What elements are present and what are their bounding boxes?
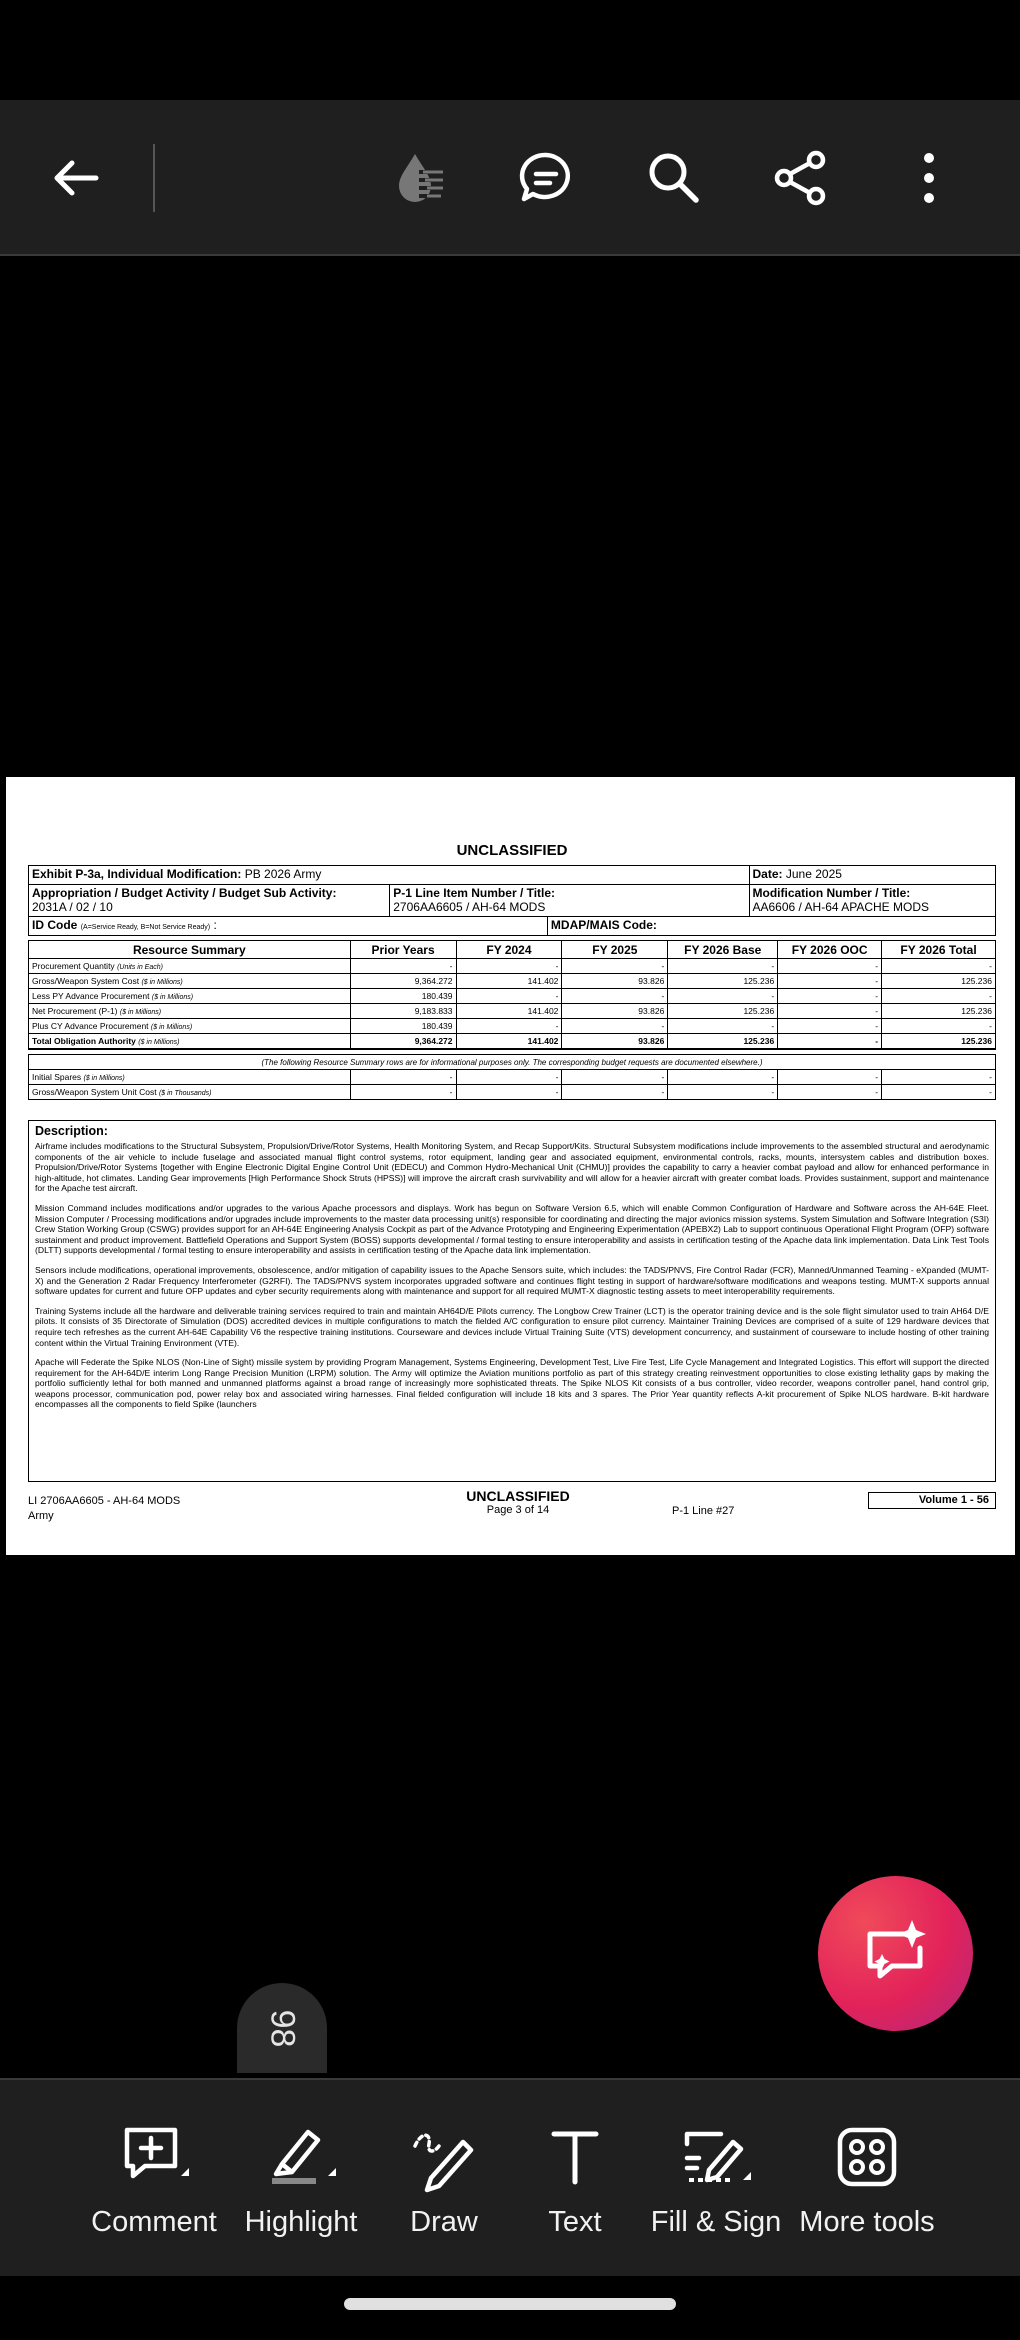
column-header: FY 2026 OOC	[778, 941, 882, 959]
comment-icon	[117, 2120, 191, 2194]
table-header-row	[29, 941, 996, 959]
exhibit-header	[28, 865, 996, 936]
cell-value: -	[350, 1085, 456, 1100]
description-paragraph: Airframe includes modifications to the Structural Subsystem, Propulsion/Drive/Rotor Systems, Health Monitoring System, and Recap Support/Kits. Structural Subsystem modifications include improvements to the assembled structural and aerodynamic components of the air vehicle to include fuselage and associated manual flight control systems, rotor equipment, landing gear and associated equipment, environmental controls, racks, mounts, intersystem cables and distribution boxes. Propulsion/Drive/Rotor Systems [together with Engine Electronic Digital Engine Control Unit (EDECU) and Common Hydro-Mechanical Unit (CHMU)] provides the capability to carry a heavier combat payload and allow for enhanced performance in high-altitude, hot climates. Landing Gear improvements [High Performance Shock Struts (HPSS)] will improve the aircraft crash survivability and will allow for a heavier aircraft with greater combat loads. Provides sustainment, support and maintenance for the Apache test aircraft.	[35, 1141, 989, 1194]
cell-value: -	[668, 1019, 778, 1034]
cell-value: 125.236	[882, 1034, 996, 1049]
column-header: Resource Summary	[29, 941, 351, 959]
comment-tool-label: Comment	[91, 2206, 217, 2238]
cell-value: -	[562, 1070, 668, 1085]
toolbar-divider	[153, 144, 155, 212]
comment-tool[interactable]	[84, 2120, 224, 2260]
text-icon	[538, 2120, 612, 2194]
page-footer	[28, 1488, 996, 1534]
description-section	[28, 1120, 996, 1482]
more-vertical-icon[interactable]	[889, 138, 969, 218]
footer-volume: Volume 1 - 56	[868, 1492, 996, 1509]
cell-value: 125.236	[668, 974, 778, 989]
cell-value: 180.439	[350, 1019, 456, 1034]
highlight-tool[interactable]	[226, 2120, 376, 2260]
row-unit: ($ in Millions)	[138, 1038, 180, 1046]
column-header: FY 2026 Total	[882, 941, 996, 959]
top-toolbar	[0, 100, 1020, 256]
row-unit: ($ in Millions)	[119, 1009, 162, 1016]
cell-value: -	[778, 1034, 882, 1049]
fill-sign-tool-label: Fill & Sign	[650, 2206, 782, 2238]
description-title: Description:	[35, 1124, 108, 1138]
resource-summary-table	[28, 940, 996, 1100]
footer-line-item: LI 2706AA6605 - AH-64 MODS	[28, 1495, 181, 1507]
row-label	[29, 959, 351, 974]
description-paragraph: Sensors include modifications, operational improvements, obsolescence, and/or mitigation of capability issues to the Apache Sensors suite, which includes: the TADS/PNVS, Fire Control Radar (FCR), Manned/Unmanned Teaming - eXpanded (MUMT-X) and the Generation 2 Radar Frequency Interferometer (G2RFI). The TADS/PNVS system incorporates upgraded software and continues flight testing in support of hardware/software modifications and weapons testing. MUMT-X supports annual software updates for current and future OFP updates and cyber security requirements along with maintenance and support for all required MUMT-X diagnostic testing assets to meet interoperability requirements.	[35, 1264, 989, 1297]
cell-value: -	[456, 989, 562, 1004]
column-header: Prior Years	[350, 941, 456, 959]
cell-value: 9,364.272	[350, 974, 456, 989]
date-label: Date:	[752, 867, 783, 881]
description-paragraph: Apache will Federate the Spike NLOS (Non-Line of Sight) missile system by providing Program Management, Systems Engineering, Development Test, Live Fire Test, Life Cycle Management and Integrated Logistics. This effort will support the directed requirement for the AH-64D/E interim Long Range Precision Munition (LRPM) solution. The Army will optimize the Aviation munitions portfolio as part of this strategy creating reinvestment opportunities to close existing lethality gaps by making the portfolio sufficiently lethal for both manned and unmanned platforms against a broad range of increasingly more sophisticated threats. The Spike NLOS Kit consists of a bus controller, video recorder, weapons controller panel, hand control grip, weapons processor, communication pod, power relay box and associated wiring harnesses. Final fielded configuration will include 18 kits and 3 spares. The Prior Year quantity reflects A-kit procurement of Spike NLOS hardware. B-kit hardware encompasses all the components to field Spike (launchers	[35, 1357, 989, 1410]
table-row	[29, 974, 996, 989]
cell-value: 93.826	[562, 974, 668, 989]
cell-value: 125.236	[882, 974, 996, 989]
footer-classification: UNCLASSIFIED	[466, 1488, 570, 1504]
exhibit-value: PB 2026 Army	[244, 867, 322, 881]
cell-value: -	[350, 959, 456, 974]
cell-value: -	[668, 1070, 778, 1085]
cell-value: -	[668, 1085, 778, 1100]
cell-value: -	[778, 989, 882, 1004]
text-tool-label: Text	[548, 2206, 602, 2238]
mdap-label: MDAP/MAIS Code:	[550, 918, 657, 933]
mod-label: Modification Number / Title:	[752, 885, 911, 900]
row-unit: ($ in Thousands)	[158, 1090, 212, 1097]
cell-value: 125.236	[668, 1004, 778, 1019]
row-label-text: Procurement Quantity	[32, 961, 115, 971]
cell-value: -	[456, 1019, 562, 1034]
row-unit: ($ in Millions)	[141, 979, 183, 986]
row-label	[29, 989, 351, 1004]
row-label	[29, 1004, 351, 1019]
info-note: (The following Resource Summary rows are for informational purposes only. The corresponding budget requests are documented elsewhere.)	[29, 1055, 996, 1070]
row-label	[29, 1019, 351, 1034]
cell-value: -	[562, 1085, 668, 1100]
cell-value: -	[882, 959, 996, 974]
cell-value: 141.402	[456, 1034, 562, 1049]
cell-value: 125.236	[882, 1004, 996, 1019]
column-header: FY 2026 Base	[668, 941, 778, 959]
cell-value: 125.236	[668, 1034, 778, 1049]
row-unit: ($ in Millions)	[150, 1024, 193, 1031]
cell-value: -	[778, 1085, 882, 1100]
row-unit: ($ in Millions)	[151, 994, 194, 1001]
cell-value: 93.826	[562, 1034, 668, 1049]
row-label	[29, 1085, 351, 1100]
cell-value: 141.402	[456, 974, 562, 989]
cell-value: -	[778, 1004, 882, 1019]
draw-tool[interactable]	[394, 2120, 494, 2260]
cell-value: -	[350, 1070, 456, 1085]
cell-value: 141.402	[456, 1004, 562, 1019]
footer-service: Army	[28, 1510, 54, 1522]
row-label-text: Plus CY Advance Procurement	[32, 1021, 149, 1031]
footer-page-number: Page 3 of 14	[486, 1504, 550, 1516]
table-row	[29, 959, 996, 974]
row-unit: ($ in Millions)	[83, 1075, 125, 1082]
row-label-text: Total Obligation Authority	[32, 1035, 136, 1046]
table-row	[29, 1004, 996, 1019]
table-row	[29, 1034, 996, 1049]
search-icon[interactable]	[634, 138, 714, 218]
cell-value: -	[778, 959, 882, 974]
column-header: FY 2025	[562, 941, 668, 959]
classification-header: UNCLASSIFIED	[456, 842, 568, 859]
draw-tool-label: Draw	[410, 2206, 478, 2238]
p1-label: P-1 Line Item Number / Title:	[393, 885, 556, 900]
p1-value: 2706AA6605 / AH-64 MODS	[393, 899, 546, 914]
cell-value: -	[882, 1085, 996, 1100]
mod-value: AA6606 / AH-64 APACHE MODS	[752, 899, 930, 914]
grid-icon	[830, 2120, 904, 2194]
row-label-text: Gross/Weapon System Unit Cost	[32, 1087, 157, 1097]
table-row	[29, 1019, 996, 1034]
fill-sign-icon	[679, 2120, 753, 2194]
id-code-colon: :	[213, 918, 217, 933]
cell-value: -	[882, 989, 996, 1004]
approp-label: Appropriation / Budget Activity / Budget Sub Activity:	[32, 885, 337, 900]
cell-value: -	[562, 989, 668, 1004]
footer-p1-line: P-1 Line #27	[672, 1505, 735, 1517]
table-row	[29, 1070, 996, 1085]
row-label	[29, 974, 351, 989]
bottom-toolbar	[0, 2078, 1020, 2276]
date-value: June 2025	[785, 867, 842, 881]
share-icon[interactable]	[761, 138, 841, 218]
approp-value: 2031A / 02 / 10	[32, 899, 113, 914]
highlight-tool-label: Highlight	[244, 2206, 358, 2238]
exhibit-label: Exhibit P-3a, Individual Modification:	[32, 867, 242, 881]
row-label-text: Initial Spares	[32, 1072, 82, 1082]
row-label	[29, 1070, 351, 1085]
cell-value: -	[456, 1085, 562, 1100]
text-tool[interactable]	[526, 2120, 624, 2260]
more-tools[interactable]	[798, 2120, 936, 2260]
cell-value: -	[456, 959, 562, 974]
column-header: FY 2024	[456, 941, 562, 959]
ai-assistant-button[interactable]	[818, 1876, 973, 2031]
cell-value: 180.439	[350, 989, 456, 1004]
table-row	[29, 1085, 996, 1100]
id-code-label: ID Code	[32, 918, 78, 933]
cell-value: -	[668, 989, 778, 1004]
gesture-nav-handle[interactable]	[344, 2298, 676, 2310]
description-paragraph: Training Systems include all the hardware and deliverable training services required to train and maintain AH64D/E Pilots currency. The Longbow Crew Trainer (LCT) is the operator training device and is the sole flight simulator used to train AH64 D/E pilots. It consists of 35 Directorate of Simulation (DOS) accredited devices in multiple configurations to match the fielded A/C configuration to ensure pilot currency. Maintainer Training Devices are comprised of a suite of 129 hardware devices that require tech refreshes as the current AH-64E Capability V6 the respective training institutions. Courseware and devices include Virtual Training Suite (VTS) development concurrency, and sustainment of courseware to include hosting of other training content within the Virtual Training Environment (VTE).	[35, 1305, 989, 1348]
cell-value: -	[882, 1019, 996, 1034]
cell-value: -	[668, 959, 778, 974]
cell-value: 9,183.833	[350, 1004, 456, 1019]
cell-value: 93.826	[562, 1004, 668, 1019]
table-row	[29, 989, 996, 1004]
row-label-text: Net Procurement (P-1)	[32, 1006, 118, 1016]
row-label-text: Less PY Advance Procurement	[32, 991, 150, 1001]
comments-icon[interactable]	[506, 138, 586, 218]
cell-value: -	[456, 1070, 562, 1085]
cell-value: -	[562, 1019, 668, 1034]
description-paragraph: Mission Command includes modifications and/or upgrades to the various Apache processors and displays. Work has begun on Software Version 6.5, which will enable Common Configuration of Hardware and Software across the AH-64E Fleet. Mission Computer / Processing modifications and/or upgrades include improvements to the master data processing unit(s) responsible for coordinating and directing the major avionics mission systems. System Simulation and Software Integration (S3I) Crew Station Working Group (CSWG) provides support for an AH-64E Engineering Analysis Cockpit as part of the Advance Prototyping and Engineering Experimentation (APEBX2) Lab to support continuous Operational Flight Program (OFP) software sustainment and product improvement. Battlefield Operations and Support System (BOSS) supports developmental / formal testing to ensure interoperability and assists in certification testing of the Apache data link implementation. Data Link Test Tools (DLTT) supports developmental / formal testing to ensure interoperability and assists in certification testing of the Apache data link implementation.	[35, 1202, 989, 1256]
cell-value: -	[778, 974, 882, 989]
cell-value: -	[882, 1070, 996, 1085]
back-arrow-icon[interactable]	[36, 138, 116, 218]
cell-value: -	[778, 1070, 882, 1085]
liquid-mode-icon[interactable]	[381, 138, 461, 218]
cell-value: -	[562, 959, 668, 974]
row-unit: (Units in Each)	[117, 964, 163, 971]
info-note-row	[29, 1055, 996, 1070]
more-tools-label: More tools	[799, 2206, 935, 2238]
id-code-note: (A=Service Ready, B=Not Service Ready)	[80, 924, 211, 932]
cell-value: 9,364.272	[350, 1034, 456, 1049]
page-number-text: 98	[263, 2009, 302, 2047]
row-label-text: Gross/Weapon System Cost	[32, 976, 140, 986]
page-number-indicator[interactable]	[237, 1983, 327, 2073]
pdf-page[interactable]	[6, 777, 1015, 1555]
row-label	[29, 1034, 351, 1049]
cell-value: -	[778, 1019, 882, 1034]
ai-assistant-icon	[856, 1914, 936, 1994]
fill-sign-tool[interactable]	[652, 2120, 780, 2260]
highlighter-icon	[264, 2120, 338, 2194]
draw-pencil-icon	[407, 2120, 481, 2194]
